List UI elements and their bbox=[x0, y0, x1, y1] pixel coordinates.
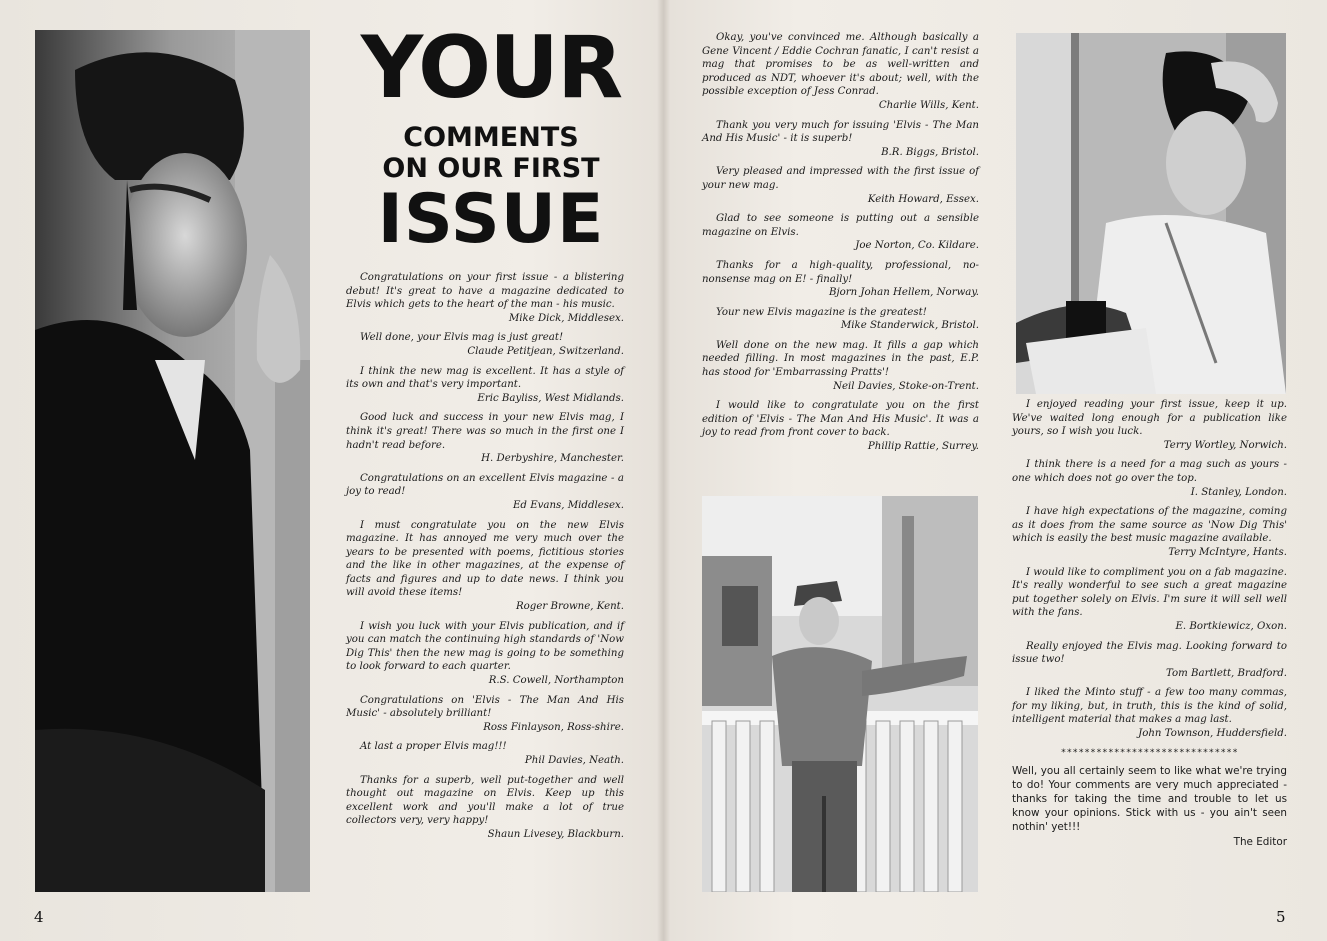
letter-signature: R.S. Cowell, Northampton bbox=[488, 675, 624, 687]
letter-item bbox=[1012, 398, 1287, 452]
letter-signature: Terry McIntyre, Hants. bbox=[1168, 546, 1287, 558]
editor-note: Well, you all certainly seem to like what we're trying to do! Your comments are very much appreciated - thanks for taking the time and trouble to let us know your opinions. Stick with us - you ain't seen nothin' yet!!! bbox=[1012, 765, 1287, 834]
letter-item bbox=[346, 365, 624, 406]
letter-signature: Roger Browne, Kent. bbox=[516, 601, 624, 613]
headline-your: YOUR bbox=[360, 18, 622, 118]
letter-text: Thanks for a superb, well put-together and well thought out magazine on Elvis. Keep up this excellent work and you'll make a lot of true collectors very, very happy! bbox=[346, 774, 624, 827]
letter-text: Congratulations on an excellent Elvis magazine - a joy to read! bbox=[346, 472, 624, 498]
letter-item bbox=[346, 271, 624, 325]
letter-text: Well done, your Elvis mag is just great! bbox=[360, 332, 564, 344]
letter-text: I think the new mag is excellent. It has a style of its own and that's very important. bbox=[346, 365, 624, 391]
letter-item bbox=[1012, 686, 1287, 740]
letter-signature: Ross Finlayson, Ross-shire. bbox=[483, 721, 624, 733]
letter-item bbox=[346, 774, 624, 842]
letter-text: I would like to compliment you on a fab magazine. It's really wonderful to see such a great magazine put together solely on Elvis. I'm sure it will sell well with the fans. bbox=[1012, 566, 1287, 619]
letter-item bbox=[702, 339, 979, 393]
letter-item bbox=[346, 519, 624, 614]
letter-text: Well done on the new mag. It fills a gap which needed filling. In most magazines in the past, E.P. has stood for 'Embarrassing Pratts'! bbox=[702, 339, 979, 379]
letter-signature: Phillip Rattie, Surrey. bbox=[867, 441, 979, 453]
letter-item bbox=[346, 472, 624, 513]
letter-text: I liked the Minto stuff - a few too many commas, for my liking, but, in truth, this is the kind of solid, intelligent material that makes a mag last. bbox=[1012, 687, 1287, 726]
headline-on-our-first: ON OUR FIRST bbox=[382, 153, 600, 184]
page-number-left: 4 bbox=[34, 908, 44, 926]
elvis-army-uniform-photo bbox=[702, 496, 978, 892]
letter-signature: Ed Evans, Middlesex. bbox=[513, 499, 624, 511]
letter-signature: E. Bortkiewicz, Oxon. bbox=[1175, 620, 1287, 632]
letter-signature: Shaun Livesey, Blackburn. bbox=[487, 828, 624, 840]
letter-text: I must congratulate you on the new Elvis magazine. It has annoyed me very much over the years to be presented with poems, fictitious stories and the like in other magazines, at the expense of facts and figures and up to date news. I think you will avoid these items! bbox=[346, 519, 624, 599]
letters-column-right-2 bbox=[1012, 398, 1287, 850]
letter-signature: B.R. Biggs, Bristol. bbox=[881, 146, 979, 158]
letters-column-left bbox=[346, 271, 624, 848]
letter-item bbox=[1012, 640, 1287, 681]
letter-signature: John Townson, Huddersfield. bbox=[1138, 728, 1287, 740]
letter-text: I would like to congratulate you on the first edition of 'Elvis - The Man And His Music'. It was a joy to read from front cover to back. bbox=[702, 400, 979, 439]
letters-column-right-1 bbox=[702, 31, 979, 460]
letter-text: I have high expectations of the magazine, coming as it does from the same source as 'Now Dig This' which is easily the best music magazine available. bbox=[1012, 506, 1287, 545]
letter-text: I enjoyed reading your first issue, keep it up. We've waited long enough for a publication like yours, so I wish you luck. bbox=[1012, 399, 1287, 438]
elvis-hand-in-hair-photo bbox=[1016, 33, 1286, 394]
letter-signature: Eric Bayliss, West Midlands. bbox=[477, 392, 624, 404]
letter-text: Congratulations on your first issue - a blistering debut! It's great to have a magazine dedicated to Elvis which gets to the heart of the man - his music. bbox=[346, 272, 624, 311]
letter-text: Glad to see someone is putting out a sensible magazine on Elvis. bbox=[702, 213, 979, 238]
headline-subtitle bbox=[352, 122, 630, 184]
letter-item bbox=[702, 212, 979, 253]
letter-signature: Tom Bartlett, Bradford. bbox=[1166, 667, 1287, 679]
letter-text: Congratulations on 'Elvis - The Man And His Music' - absolutely brilliant! bbox=[346, 694, 624, 720]
letter-text: Thanks for a high-quality, professional, no-nonsense mag on E! - finally! bbox=[702, 259, 979, 285]
letter-signature: I. Stanley, London. bbox=[1190, 486, 1287, 498]
letter-text: Good luck and success in your new Elvis mag, I think it's great! There was so much in the first one I hadn't read before. bbox=[346, 412, 624, 451]
letter-text: At last a proper Elvis mag!!! bbox=[360, 741, 507, 753]
letter-item bbox=[346, 740, 624, 767]
letter-signature: H. Derbyshire, Manchester. bbox=[481, 453, 624, 465]
letter-item bbox=[346, 620, 624, 688]
letter-item bbox=[702, 119, 979, 160]
letter-item bbox=[702, 399, 979, 453]
letter-signature: Mike Dick, Middlesex. bbox=[508, 312, 624, 324]
letter-text: I wish you luck with your Elvis publication, and if you can match the continuing high standards of 'Now Dig This' then the new mag is going to be something to look forward to each quarter. bbox=[346, 620, 624, 673]
letter-item bbox=[702, 306, 979, 333]
letter-text: Very pleased and impressed with the first issue of your new mag. bbox=[702, 166, 979, 191]
elvis-portrait-photo bbox=[35, 30, 310, 892]
letter-signature: Neil Davies, Stoke-on-Trent. bbox=[833, 380, 979, 392]
letter-signature: Keith Howard, Essex. bbox=[867, 193, 979, 205]
letter-signature: Charlie Wills, Kent. bbox=[878, 99, 979, 111]
letter-item bbox=[346, 694, 624, 735]
page-number-right: 5 bbox=[1276, 908, 1286, 926]
elvis-portrait-image bbox=[35, 30, 310, 892]
headline-issue: ISSUE bbox=[377, 180, 605, 259]
letter-item bbox=[1012, 505, 1287, 559]
letter-item bbox=[702, 259, 979, 300]
letter-item bbox=[1012, 458, 1287, 499]
letter-text: Your new Elvis magazine is the greatest! bbox=[716, 306, 927, 318]
letter-text: Really enjoyed the Elvis mag. Looking forward to issue two! bbox=[1012, 640, 1287, 666]
elvis-hand-in-hair-image bbox=[1016, 33, 1286, 394]
letter-signature: Joe Norton, Co. Kildare. bbox=[855, 240, 979, 252]
letter-text: Okay, you've convinced me. Although basically a Gene Vincent / Eddie Cochran fanatic, I can't resist a mag that promises to be as well-written and produced as NDT, whoever it's about; well, with the possible exception of Jess Conrad. bbox=[702, 32, 979, 98]
letter-item bbox=[1012, 566, 1287, 634]
letter-signature: Claude Petitjean, Switzerland. bbox=[467, 345, 624, 357]
letter-item bbox=[346, 411, 624, 465]
headline-comments: COMMENTS bbox=[403, 122, 579, 153]
letter-item bbox=[702, 165, 979, 206]
letter-text: I think there is a need for a mag such as yours - one which does not go over the top. bbox=[1012, 459, 1287, 484]
letter-signature: Phil Davies, Neath. bbox=[524, 755, 624, 766]
letter-item bbox=[346, 331, 624, 358]
letter-text: Thank you very much for issuing 'Elvis - The Man And His Music' - it is superb! bbox=[702, 119, 979, 145]
elvis-army-uniform-image bbox=[702, 496, 978, 892]
letter-signature: Bjorn Johan Hellem, Norway. bbox=[828, 287, 979, 299]
editor-signature: The Editor bbox=[1233, 836, 1287, 849]
letter-signature: Mike Standerwick, Bristol. bbox=[840, 320, 979, 332]
section-divider: ****************************** bbox=[1060, 747, 1239, 758]
letter-signature: Terry Wortley, Norwich. bbox=[1163, 439, 1287, 451]
letter-item bbox=[702, 31, 979, 113]
